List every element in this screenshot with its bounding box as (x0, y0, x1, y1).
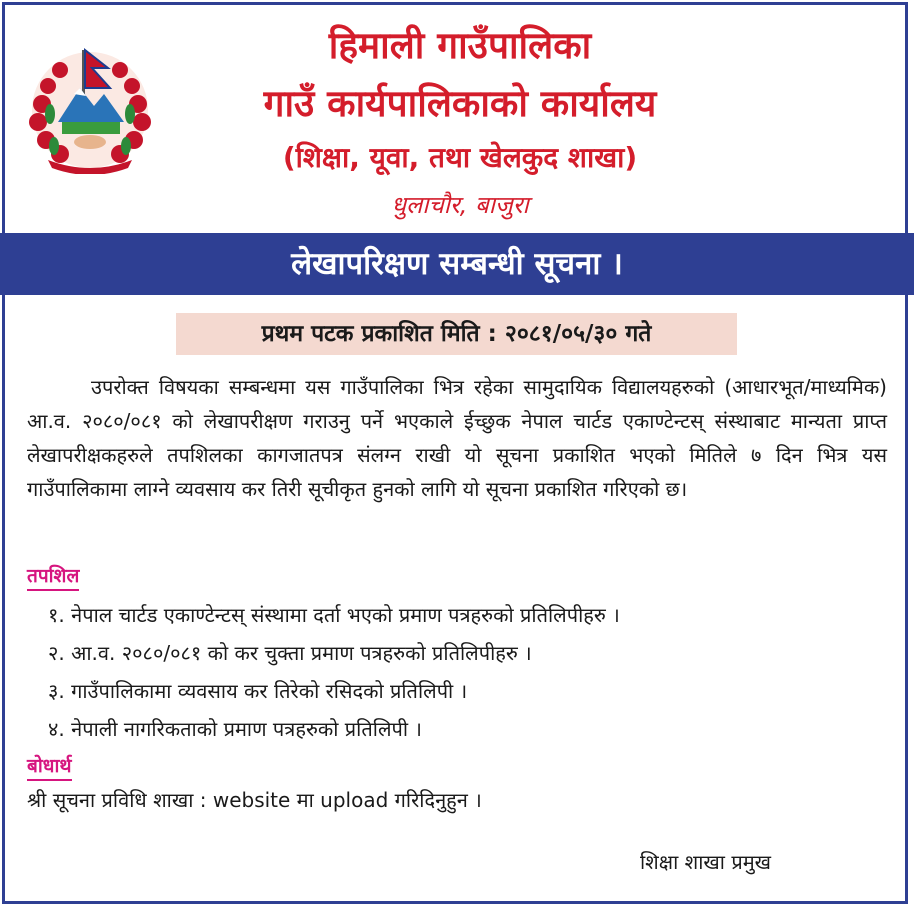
list-item: ४. नेपाली नागरिकताको प्रमाण पत्रहरुको प्रतिलिपी । (48, 717, 422, 741)
list-item: २. आ.व. २०८०/०८१ को कर चुक्ता प्रमाण पत्रहरुको प्रतिलिपीहरु । (48, 641, 532, 665)
signature: शिक्षा शाखा प्रमुख (640, 850, 772, 874)
notice-header (0, 0, 914, 233)
department-name: (शिक्षा, यूवा, तथा खेलकुद शाखा) (282, 141, 638, 174)
publish-date: प्रथम पटक प्रकाशित मिति : २०८१/०५/३० गते (176, 313, 737, 355)
address: धुलाचौर, बाजुरा (391, 191, 529, 219)
list-item: १. नेपाल चार्टड एकाण्टेन्टस् संस्थामा दर्ता भएको प्रमाण पत्रहरुको प्रतिलिपीहरु । (48, 603, 620, 627)
bodharth-line: श्री सूचना प्रविधि शाखा : website मा upload गरिदिनुहुन । (27, 788, 482, 812)
notice-body: उपरोक्त विषयका सम्बन्धमा यस गाउँपालिका भित्र रहेका सामुदायिक विद्यालयहरुको (आधारभूत/माध्यमिक) आ.व. २०८०/०८१ को लेखापरीक्षण गराउनु पर्ने भएकाले ईच्छुक नेपाल चार्टड एकाण्टेन्टस् संस्थाबाट मान्यता प्राप्त लेखापरीक्षकहरुले तपशिलका कागजातपत्र संलग्न राखी यो सूचना प्रकाशित भएको मितिले ७ दिन भित्र यस गाउँपालिकामा लाग्ने व्यवसाय कर तिरी सूचीकृत हुनको लागि यो सूचना प्रकाशित गरिएको छ। (27, 375, 887, 501)
municipality-name: हिमाली गाउँपालिका (328, 24, 592, 67)
bodharth-heading: बोधार्थ (27, 752, 72, 781)
office-name: गाउँ कार्यपालिकाको कार्यालय (263, 82, 657, 125)
nepal-emblem-icon (24, 44, 156, 174)
document-list (48, 596, 868, 748)
list-item: ३. गाउँपालिकामा व्यवसाय कर तिरेको रसिदको प्रतिलिपी । (48, 679, 468, 703)
tapashil-heading: तपशिल (27, 562, 79, 591)
notice-title-banner: लेखापरिक्षण सम्बन्धी सूचना । (0, 233, 914, 295)
